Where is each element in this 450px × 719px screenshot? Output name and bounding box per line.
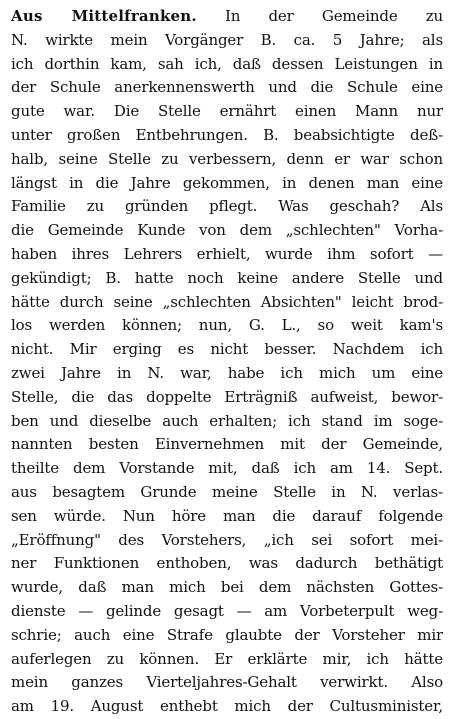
article-line-27: schrie; auch eine Strafe glaubte der Vorsteher mir <box>11 625 443 644</box>
article-line-26: dienste — gelinde gesagt — am Vorbeterpult weg- <box>11 601 443 620</box>
article-line-15: nicht. Mir erging es nicht besser. Nachdem ich <box>11 340 443 359</box>
article-line-28: auferlegen zu können. Er erklärte mir, ich hätte <box>11 649 443 668</box>
article-line-7: halb, seine Stelle zu verbessern, denn er war schon <box>11 149 443 168</box>
article-line-29: mein ganzes Vierteljahres-Gehalt verwirkt. Also <box>11 673 443 692</box>
article-line-9: Familie zu gründen pflegt. Was geschah? Als <box>11 197 443 216</box>
article-headline: Aus Mittelfranken. <box>11 7 197 25</box>
article-line-1 <box>11 5 443 29</box>
article-line-5: gute war. Die Stelle ernährt einen Mann nur <box>11 102 443 121</box>
article-line-3: ich dorthin kam, sah ich, daß dessen Leistungen in <box>11 54 443 73</box>
article-line-21: aus besagtem Grunde meine Stelle in N. verlas- <box>11 482 443 501</box>
article-line-30: am 19. August enthebt mich der Cultusminister, <box>11 697 443 716</box>
article-line-8: längst in die Jahre gekommen, in denen man eine <box>11 173 443 192</box>
article-line-6: unter großen Entbehrungen. B. beabsichtigte deß- <box>11 125 443 144</box>
article-line-4: der Schule anerkennenswerth und die Schule eine <box>11 78 443 97</box>
article-line-14: los werden können; nun, G. L., so weit kam's <box>11 316 443 335</box>
article-line-25: wurde, daß man mich bei dem nächsten Gottes- <box>11 578 443 597</box>
article-line-16: zwei Jahre in N. war, habe ich mich um eine <box>11 363 443 382</box>
article-line-text: In der Gemeinde zu <box>225 7 443 25</box>
article-line-20: theilte dem Vorstande mit, daß ich am 14. Sept. <box>11 459 443 478</box>
article-line-24: ner Funktionen enthoben, was dadurch bethätigt <box>11 554 443 573</box>
article-line-22: sen würde. Nun höre man die darauf folgende <box>11 506 443 525</box>
article-line-12: gekündigt; B. hatte noch keine andere Stelle und <box>11 268 443 287</box>
article-line-13: hätte durch seine „schlechten Absichten" leicht brod- <box>11 292 443 311</box>
article-line-2: N. wirkte mein Vorgänger B. ca. 5 Jahre; als <box>11 30 443 49</box>
article-line-10: die Gemeinde Kunde von dem „schlechten" Vorha- <box>11 221 443 240</box>
article-line-17: Stelle, die das doppelte Erträgniß aufweist, bewor- <box>11 387 443 406</box>
article-line-18: ben und dieselbe auch erhalten; ich stand im soge- <box>11 411 443 430</box>
article-line-19: nannten besten Einvernehmen mit der Gemeinde, <box>11 435 443 454</box>
article-line-11: haben ihres Lehrers erhielt, wurde ihm sofort — <box>11 244 443 263</box>
article-line-23: „Eröffnung" des Vorstehers, „ich sei sofort mei- <box>11 530 443 549</box>
